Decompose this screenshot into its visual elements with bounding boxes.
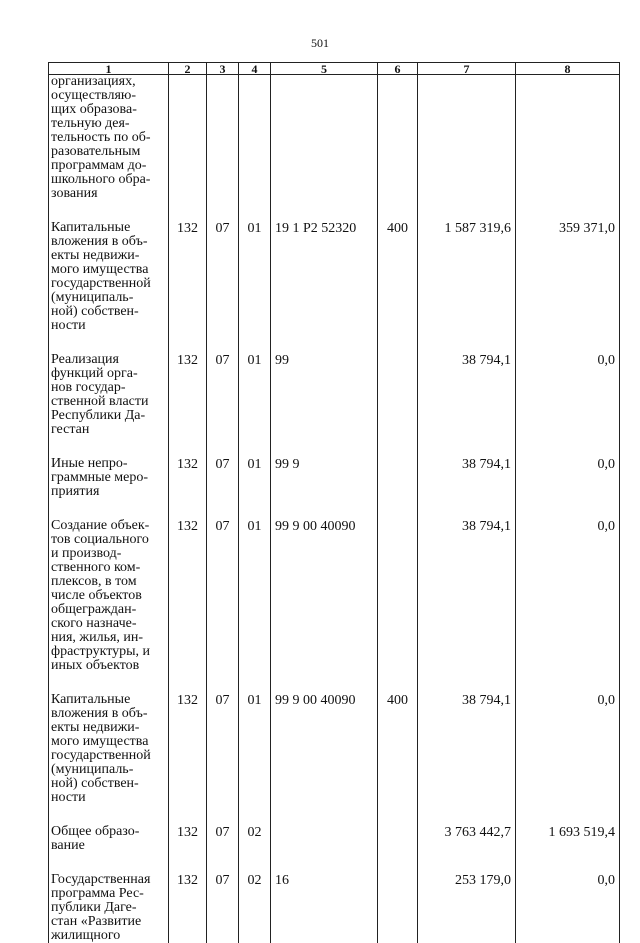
row-name-line: вание: [51, 839, 165, 853]
row-name-cell: [49, 805, 169, 853]
expense-type-cell: [378, 805, 418, 853]
amount-cell: 1 587 319,6: [418, 201, 516, 333]
target-article-cell: 99 9 00 40090: [271, 499, 378, 673]
row-name-line: мого имущества: [51, 263, 165, 277]
section-code-cell: 07: [207, 437, 239, 499]
row-name-line: Создание объек-: [51, 519, 165, 533]
row-name-line: разовательным: [51, 145, 165, 159]
amount-cell: [418, 75, 516, 202]
row-name-line: мого имущества: [51, 735, 165, 749]
column-header: 2: [169, 63, 207, 75]
row-name-line: Государственная: [51, 873, 165, 887]
table-body: [49, 75, 620, 943]
column-header: 5: [271, 63, 378, 75]
row-name-line: ского назначе-: [51, 617, 165, 631]
table-row: [49, 499, 620, 673]
row-name-line: плексов, в том: [51, 575, 165, 589]
table-row: [49, 673, 620, 805]
row-name-line: Реализация: [51, 353, 165, 367]
row-name-line: щих образова-: [51, 103, 165, 117]
target-article-cell: [271, 805, 378, 853]
table-row: [49, 437, 620, 499]
row-name-line: школьного обра-: [51, 173, 165, 187]
row-name-line: екты недвижи-: [51, 721, 165, 735]
expense-type-cell: [378, 75, 418, 202]
page-number: 501: [0, 36, 640, 51]
subsection-code-cell: 01: [239, 437, 271, 499]
subsection-code-cell: 02: [239, 805, 271, 853]
row-name-line: ственного ком-: [51, 561, 165, 575]
row-name-line: публики Даге-: [51, 901, 165, 915]
row-name-line: зования: [51, 187, 165, 201]
row-name-line: тельную дея-: [51, 117, 165, 131]
ministry-code-cell: [169, 75, 207, 202]
budget-table: [48, 62, 620, 943]
table-row: [49, 75, 620, 202]
amount-cell: 0,0: [516, 673, 620, 805]
section-code-cell: 07: [207, 499, 239, 673]
row-name-line: (муниципаль-: [51, 291, 165, 305]
row-name-line: Иные непро-: [51, 457, 165, 471]
amount-cell: 0,0: [516, 437, 620, 499]
row-name-line: Капитальные: [51, 221, 165, 235]
row-name-cell: [49, 853, 169, 943]
row-name-line: тельность по об-: [51, 131, 165, 145]
section-code-cell: 07: [207, 805, 239, 853]
row-name-line: ности: [51, 791, 165, 805]
amount-cell: 253 179,0: [418, 853, 516, 943]
subsection-code-cell: 01: [239, 499, 271, 673]
ministry-code-cell: 132: [169, 673, 207, 805]
expense-type-cell: 400: [378, 201, 418, 333]
amount-cell: 38 794,1: [418, 437, 516, 499]
row-name-line: числе объектов: [51, 589, 165, 603]
amount-cell: 38 794,1: [418, 673, 516, 805]
section-code-cell: 07: [207, 853, 239, 943]
row-name-line: осуществляю-: [51, 89, 165, 103]
target-article-cell: 99 9 00 40090: [271, 673, 378, 805]
ministry-code-cell: 132: [169, 499, 207, 673]
table-row: [49, 333, 620, 437]
ministry-code-cell: 132: [169, 805, 207, 853]
section-code-cell: 07: [207, 673, 239, 805]
amount-cell: 3 763 442,7: [418, 805, 516, 853]
row-name-cell: [49, 499, 169, 673]
column-header: 7: [418, 63, 516, 75]
row-name-cell: [49, 333, 169, 437]
subsection-code-cell: 01: [239, 201, 271, 333]
row-name-line: ния, жилья, ин-: [51, 631, 165, 645]
row-name-line: граммные меро-: [51, 471, 165, 485]
row-name-line: тов социального: [51, 533, 165, 547]
section-code-cell: [207, 75, 239, 202]
row-name-line: стан «Развитие: [51, 915, 165, 929]
row-name-line: организациях,: [51, 75, 165, 89]
row-name-line: государственной: [51, 749, 165, 763]
row-name-line: государственной: [51, 277, 165, 291]
column-header: 3: [207, 63, 239, 75]
row-name-line: нов государ-: [51, 381, 165, 395]
amount-cell: 1 693 519,4: [516, 805, 620, 853]
section-code-cell: 07: [207, 333, 239, 437]
expense-type-cell: [378, 333, 418, 437]
amount-cell: 38 794,1: [418, 499, 516, 673]
column-header: 4: [239, 63, 271, 75]
row-name-line: вложения в объ-: [51, 707, 165, 721]
amount-cell: 38 794,1: [418, 333, 516, 437]
row-name-cell: [49, 201, 169, 333]
subsection-code-cell: 02: [239, 853, 271, 943]
row-name-line: иных объектов: [51, 659, 165, 673]
row-name-cell: [49, 673, 169, 805]
table-row: [49, 805, 620, 853]
amount-cell: 359 371,0: [516, 201, 620, 333]
table-row: [49, 853, 620, 943]
row-name-cell: [49, 75, 169, 202]
target-article-cell: 99 9: [271, 437, 378, 499]
subsection-code-cell: [239, 75, 271, 202]
row-name-line: ной) собствен-: [51, 305, 165, 319]
row-name-line: функций орга-: [51, 367, 165, 381]
column-header: 1: [49, 63, 169, 75]
row-name-line: Общее образо-: [51, 825, 165, 839]
row-name-line: Республики Да-: [51, 409, 165, 423]
row-name-line: вложения в объ-: [51, 235, 165, 249]
target-article-cell: 99: [271, 333, 378, 437]
expense-type-cell: [378, 499, 418, 673]
amount-cell: 0,0: [516, 499, 620, 673]
subsection-code-cell: 01: [239, 673, 271, 805]
ministry-code-cell: 132: [169, 333, 207, 437]
row-name-line: программа Рес-: [51, 887, 165, 901]
target-article-cell: 19 1 P2 52320: [271, 201, 378, 333]
row-name-line: фраструктуры, и: [51, 645, 165, 659]
ministry-code-cell: 132: [169, 437, 207, 499]
row-name-line: Капитальные: [51, 693, 165, 707]
target-article-cell: 16: [271, 853, 378, 943]
subsection-code-cell: 01: [239, 333, 271, 437]
section-code-cell: 07: [207, 201, 239, 333]
row-name-line: приятия: [51, 485, 165, 499]
column-header: 6: [378, 63, 418, 75]
row-name-line: ственной власти: [51, 395, 165, 409]
row-name-line: (муниципаль-: [51, 763, 165, 777]
table-header-row: [49, 63, 620, 75]
amount-cell: 0,0: [516, 853, 620, 943]
row-name-line: ности: [51, 319, 165, 333]
ministry-code-cell: 132: [169, 201, 207, 333]
row-name-line: ной) собствен-: [51, 777, 165, 791]
row-name-line: программам до-: [51, 159, 165, 173]
expense-type-cell: [378, 437, 418, 499]
row-name-line: екты недвижи-: [51, 249, 165, 263]
row-name-cell: [49, 437, 169, 499]
table-row: [49, 201, 620, 333]
row-name-line: и производ-: [51, 547, 165, 561]
row-name-line: гестан: [51, 423, 165, 437]
row-name-line: общеграждан-: [51, 603, 165, 617]
column-header: 8: [516, 63, 620, 75]
target-article-cell: [271, 75, 378, 202]
ministry-code-cell: 132: [169, 853, 207, 943]
row-name-line: жилищного: [51, 929, 165, 943]
amount-cell: [516, 75, 620, 202]
expense-type-cell: 400: [378, 673, 418, 805]
expense-type-cell: [378, 853, 418, 943]
amount-cell: 0,0: [516, 333, 620, 437]
